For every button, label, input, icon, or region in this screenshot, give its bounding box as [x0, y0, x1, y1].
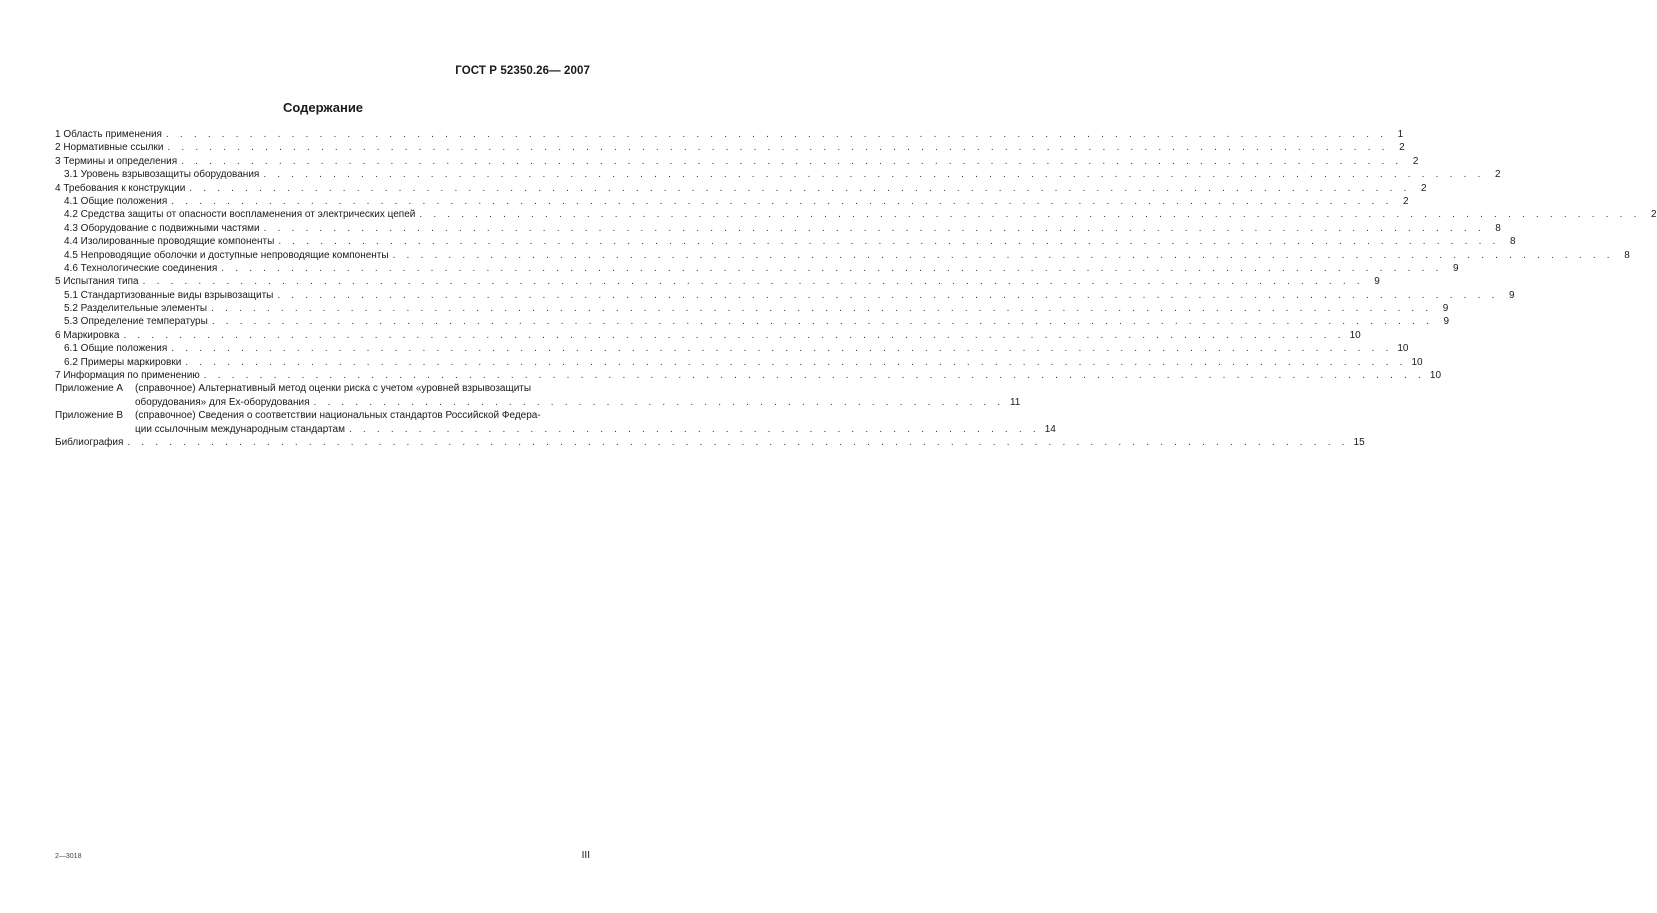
- dot-leader: [314, 396, 1005, 409]
- toc-entry-label: 4.5 Непроводящие оболочки и доступные непроводящие компоненты: [64, 249, 389, 261]
- dot-leader: [185, 356, 1406, 369]
- toc-entry-page: 2: [1399, 142, 1405, 154]
- toc-entry[interactable]: [55, 356, 1423, 369]
- dot-leader: [127, 436, 1348, 449]
- bibliography-page: 15: [1353, 436, 1365, 448]
- dot-leader: [167, 141, 1388, 154]
- table-of-contents: [55, 128, 1657, 449]
- bibliography-label: Библиография: [55, 436, 124, 448]
- toc-entry-label: 6.2 Примеры маркировки: [64, 356, 182, 368]
- toc-entry-label: 7 Информация по применению: [55, 370, 200, 382]
- toc-entry-page: 10: [1411, 356, 1423, 368]
- toc-entry-page: 8: [1495, 222, 1501, 234]
- annex-b-title-line1: (справочное) Сведения о соответствии национальных стандартов Российской Федера-: [135, 410, 541, 422]
- dot-leader: [211, 302, 1432, 315]
- toc-entry-page: 2: [1494, 169, 1501, 181]
- annex-a-page: 11: [1009, 396, 1021, 408]
- toc-entry[interactable]: [55, 289, 1515, 302]
- annex-a-title-line2: оборудования» для Ех-оборудования: [135, 396, 310, 408]
- dot-leader: [123, 329, 1344, 342]
- toc-entry-label: 4 Требования к конструкции: [55, 182, 186, 194]
- toc-entry[interactable]: [55, 155, 1419, 168]
- toc-entry-label: 6 Маркировка: [55, 329, 120, 341]
- toc-entry-label: 3 Термины и определения: [55, 155, 178, 167]
- dot-leader: [278, 235, 1499, 248]
- dot-leader: [349, 423, 1040, 436]
- toc-entry-label: 5.1 Стандартизованные виды взрывозащиты: [64, 289, 274, 301]
- toc-entry-label: 4.3 Оборудование с подвижными частями: [64, 222, 260, 234]
- dot-leader: [212, 315, 1433, 328]
- print-code: 2—3018: [55, 853, 82, 860]
- annex-b-title-line2: ции ссылочным международным стандартам: [135, 423, 345, 435]
- annex-a-entry[interactable]: [55, 382, 1021, 409]
- toc-entry-page: 10: [1349, 329, 1361, 341]
- toc-entry[interactable]: [55, 342, 1409, 355]
- toc-entry[interactable]: [55, 141, 1405, 154]
- toc-entry-page: 8: [1624, 249, 1630, 261]
- toc-entry-page: 2: [1412, 155, 1419, 167]
- toc-entry-page: 2: [1420, 182, 1427, 194]
- annex-a-key: Приложение А: [55, 383, 124, 395]
- toc-entry[interactable]: [55, 222, 1501, 235]
- toc-entry-label: 1 Область применения: [55, 128, 162, 140]
- toc-entry-page: 10: [1429, 370, 1442, 382]
- page-title: Содержание: [282, 100, 364, 115]
- annex-b-entry[interactable]: [55, 409, 1056, 436]
- toc-entry-label: 4.2 Средства защиты от опасности воспламенения от электрических цепей: [64, 209, 416, 221]
- toc-entry-label: 3.1 Уровень взрывозащиты оборудования: [64, 169, 260, 181]
- toc-entry-page: 2: [1651, 209, 1657, 221]
- annex-b-key: Приложение В: [55, 410, 124, 422]
- toc-entry-page: 9: [1452, 262, 1459, 274]
- toc-entry-page: 10: [1397, 343, 1409, 355]
- toc-entry-label: 4.4 Изолированные проводящие компоненты: [64, 236, 275, 248]
- dot-leader: [181, 155, 1402, 168]
- toc-entry-page: 2: [1402, 195, 1409, 207]
- toc-entry-label: 6.1 Общие положения: [64, 343, 168, 355]
- toc-entry[interactable]: [55, 182, 1427, 195]
- toc-entry[interactable]: [55, 195, 1409, 208]
- toc-entry-label: 4.1 Общие положения: [64, 195, 168, 207]
- toc-entry[interactable]: [55, 168, 1501, 181]
- toc-entry-page: 9: [1509, 289, 1515, 301]
- page-number: III: [581, 850, 590, 861]
- dot-leader: [166, 128, 1387, 141]
- toc-entry-page: 8: [1509, 236, 1516, 248]
- toc-entry[interactable]: [55, 262, 1459, 275]
- dot-leader: [263, 168, 1484, 181]
- toc-entry[interactable]: [55, 208, 1657, 221]
- toc-entry-label: 2 Нормативные ссылки: [55, 142, 164, 154]
- toc-entry[interactable]: [55, 275, 1380, 288]
- dot-leader: [221, 262, 1442, 275]
- toc-entry-label: 5 Испытания типа: [55, 276, 139, 288]
- dot-leader: [264, 222, 1485, 235]
- toc-entry-page: 9: [1442, 303, 1449, 315]
- toc-entry[interactable]: [55, 329, 1361, 342]
- toc-entry-page: 9: [1374, 276, 1380, 288]
- standard-number: ГОСТ Р 52350.26— 2007: [455, 65, 590, 77]
- toc-entry-label: 5.3 Определение температуры: [64, 316, 208, 328]
- annex-b-page: 14: [1044, 423, 1056, 435]
- toc-entry-page: 9: [1443, 316, 1450, 328]
- toc-entry[interactable]: [55, 315, 1450, 328]
- toc-entry[interactable]: [55, 235, 1516, 248]
- dot-leader: [171, 342, 1392, 355]
- dot-leader: [277, 289, 1498, 302]
- dot-leader: [419, 208, 1640, 221]
- dot-leader: [171, 195, 1392, 208]
- dot-leader: [189, 182, 1410, 195]
- toc-entry-label: 4.6 Технологические соединения: [64, 262, 218, 274]
- dot-leader: [393, 249, 1614, 262]
- dot-leader: [143, 275, 1364, 288]
- annex-a-title-line1: (справочное) Альтернативный метод оценки риска с учетом «уровней взрывозащиты: [135, 383, 532, 395]
- dot-leader: [204, 369, 1425, 382]
- bibliography-entry[interactable]: [55, 436, 1365, 449]
- toc-entry-page: 1: [1397, 128, 1404, 140]
- toc-entry[interactable]: [55, 302, 1449, 315]
- toc-entry-label: 5.2 Разделительные элементы: [64, 303, 208, 315]
- toc-entry[interactable]: [55, 128, 1404, 141]
- toc-entry[interactable]: [55, 369, 1442, 382]
- toc-entry[interactable]: [55, 249, 1630, 262]
